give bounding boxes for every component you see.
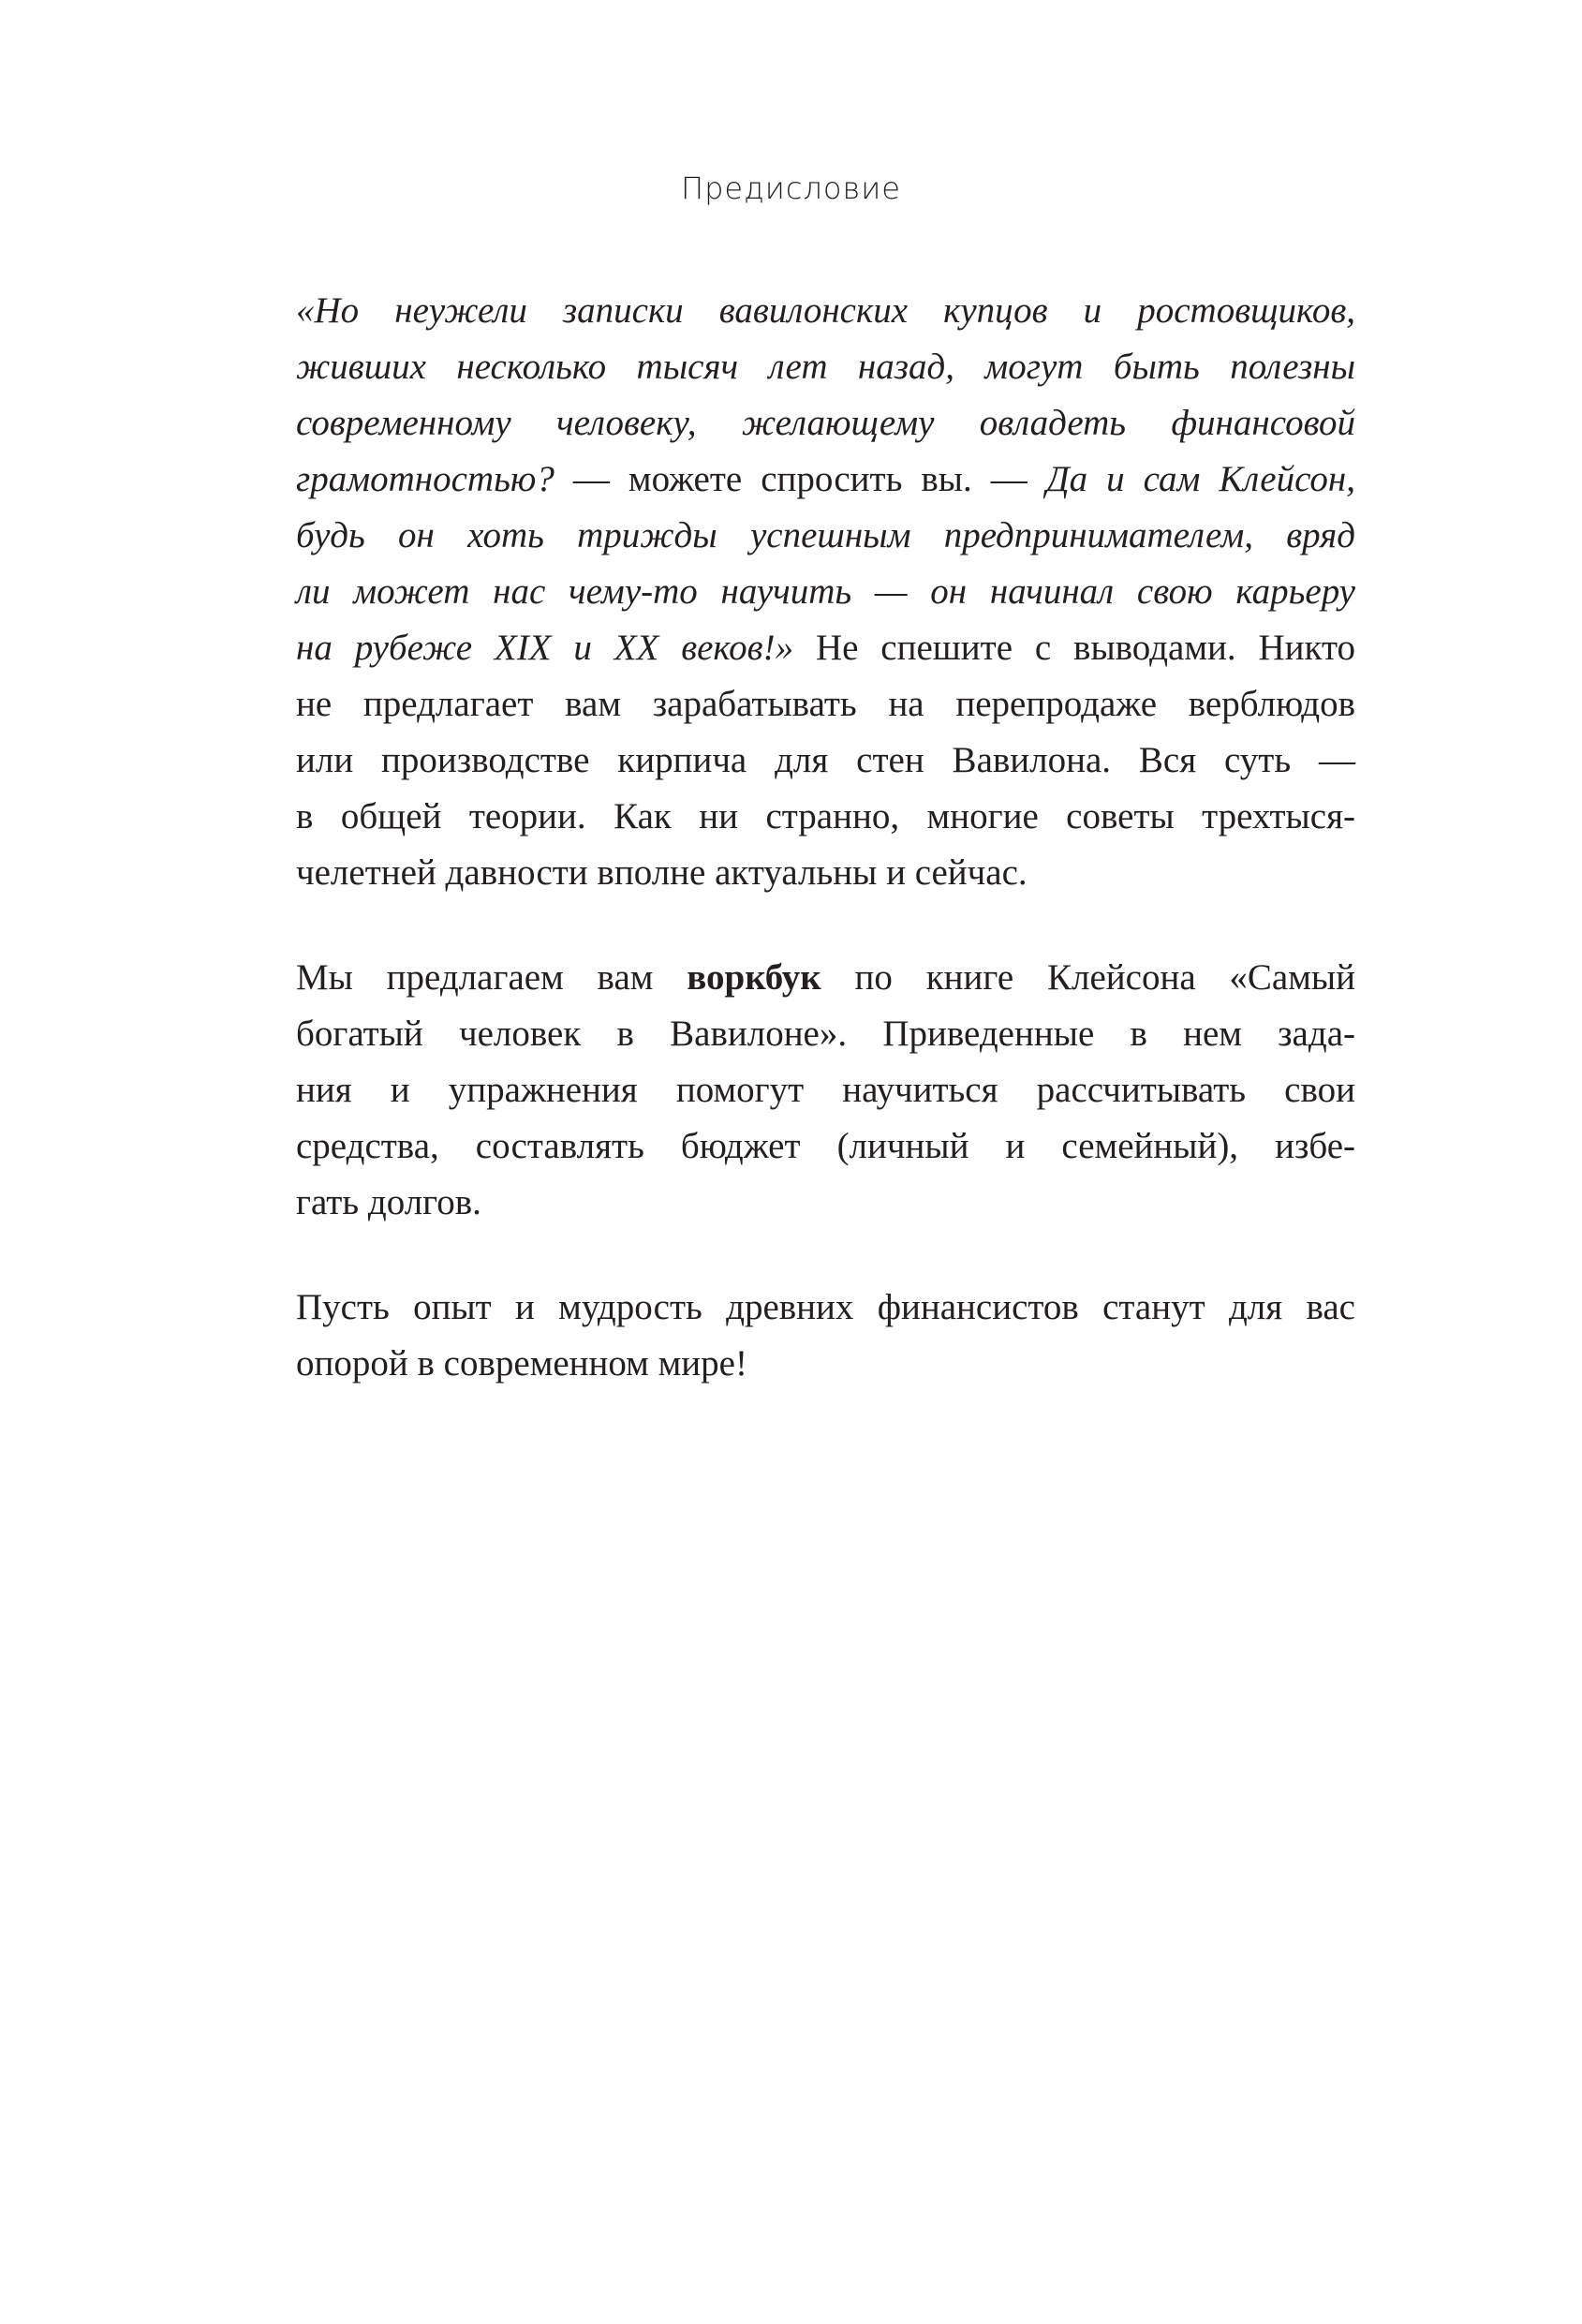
text-line bbox=[296, 1006, 1355, 1062]
text-segment: Мы предлагаем вам bbox=[296, 957, 688, 998]
text-segment: опорой в современном мире! bbox=[296, 1343, 747, 1384]
italic-quote: грамотностью? bbox=[296, 459, 554, 499]
text-line bbox=[296, 676, 1355, 733]
text-line bbox=[296, 733, 1355, 789]
text-line bbox=[296, 283, 1355, 339]
page-title: Предисловие bbox=[681, 170, 901, 206]
text-line bbox=[296, 395, 1355, 451]
text-segment: — можете спросить вы. — bbox=[554, 459, 1046, 499]
text-line bbox=[296, 1118, 1355, 1175]
italic-quote: «Но неужели записки вавилонских купцов и ростовщиков, bbox=[296, 290, 1355, 331]
text-segment: или производстве кирпича для стен Вавилона. Вся суть — bbox=[296, 740, 1355, 780]
text-line bbox=[296, 950, 1355, 1006]
text-line bbox=[296, 789, 1355, 845]
text-segment: гать долгов. bbox=[296, 1182, 481, 1222]
italic-quote: ли может нас чему-то научить — он начинал свою карьеру bbox=[296, 571, 1355, 612]
italic-quote: современному человеку, желающему овладеть финансовой bbox=[296, 403, 1355, 443]
text-segment: Пусть опыт и мудрость древних финансистов станут для вас bbox=[296, 1287, 1355, 1327]
text-segment: ния и упражнения помогут научиться рассчитывать свои bbox=[296, 1070, 1355, 1110]
text-line bbox=[296, 620, 1355, 676]
bold-term: воркбук bbox=[687, 957, 821, 998]
paragraph bbox=[296, 1280, 1355, 1392]
paragraph bbox=[296, 950, 1355, 1231]
text-line bbox=[296, 451, 1355, 508]
text-segment: челетней давности вполне актуальны и сейчас. bbox=[296, 852, 1028, 893]
text-line bbox=[296, 845, 1355, 901]
text-line bbox=[296, 1280, 1355, 1336]
text-line bbox=[296, 1062, 1355, 1118]
italic-quote: живших несколько тысяч лет назад, могут быть полезны bbox=[296, 347, 1355, 387]
text-segment: по книге Клейсона «Самый bbox=[821, 957, 1355, 998]
italic-quote: Да и сам Клейсон, bbox=[1045, 459, 1355, 499]
text-segment: не предлагает вам зарабатывать на перепродаже верблюдов bbox=[296, 684, 1355, 724]
text-segment: в общей теории. Как ни странно, многие советы трехтыся- bbox=[296, 796, 1355, 836]
body-text bbox=[296, 283, 1355, 1441]
text-line bbox=[296, 1336, 1355, 1392]
italic-quote: на рубеже XIX и XX веков!» bbox=[296, 628, 794, 668]
italic-quote: будь он хоть трижды успешным предпринимателем, вряд bbox=[296, 515, 1355, 555]
text-segment: Не спешите с выводами. Никто bbox=[793, 628, 1355, 668]
text-line bbox=[296, 508, 1355, 564]
text-line bbox=[296, 564, 1355, 620]
text-segment: богатый человек в Вавилоне». Приведенные в нем зада- bbox=[296, 1014, 1355, 1054]
text-line bbox=[296, 339, 1355, 395]
paragraph bbox=[296, 283, 1355, 901]
text-segment: средства, составлять бюджет (личный и семейный), избе- bbox=[296, 1126, 1355, 1166]
text-line bbox=[296, 1175, 1355, 1231]
